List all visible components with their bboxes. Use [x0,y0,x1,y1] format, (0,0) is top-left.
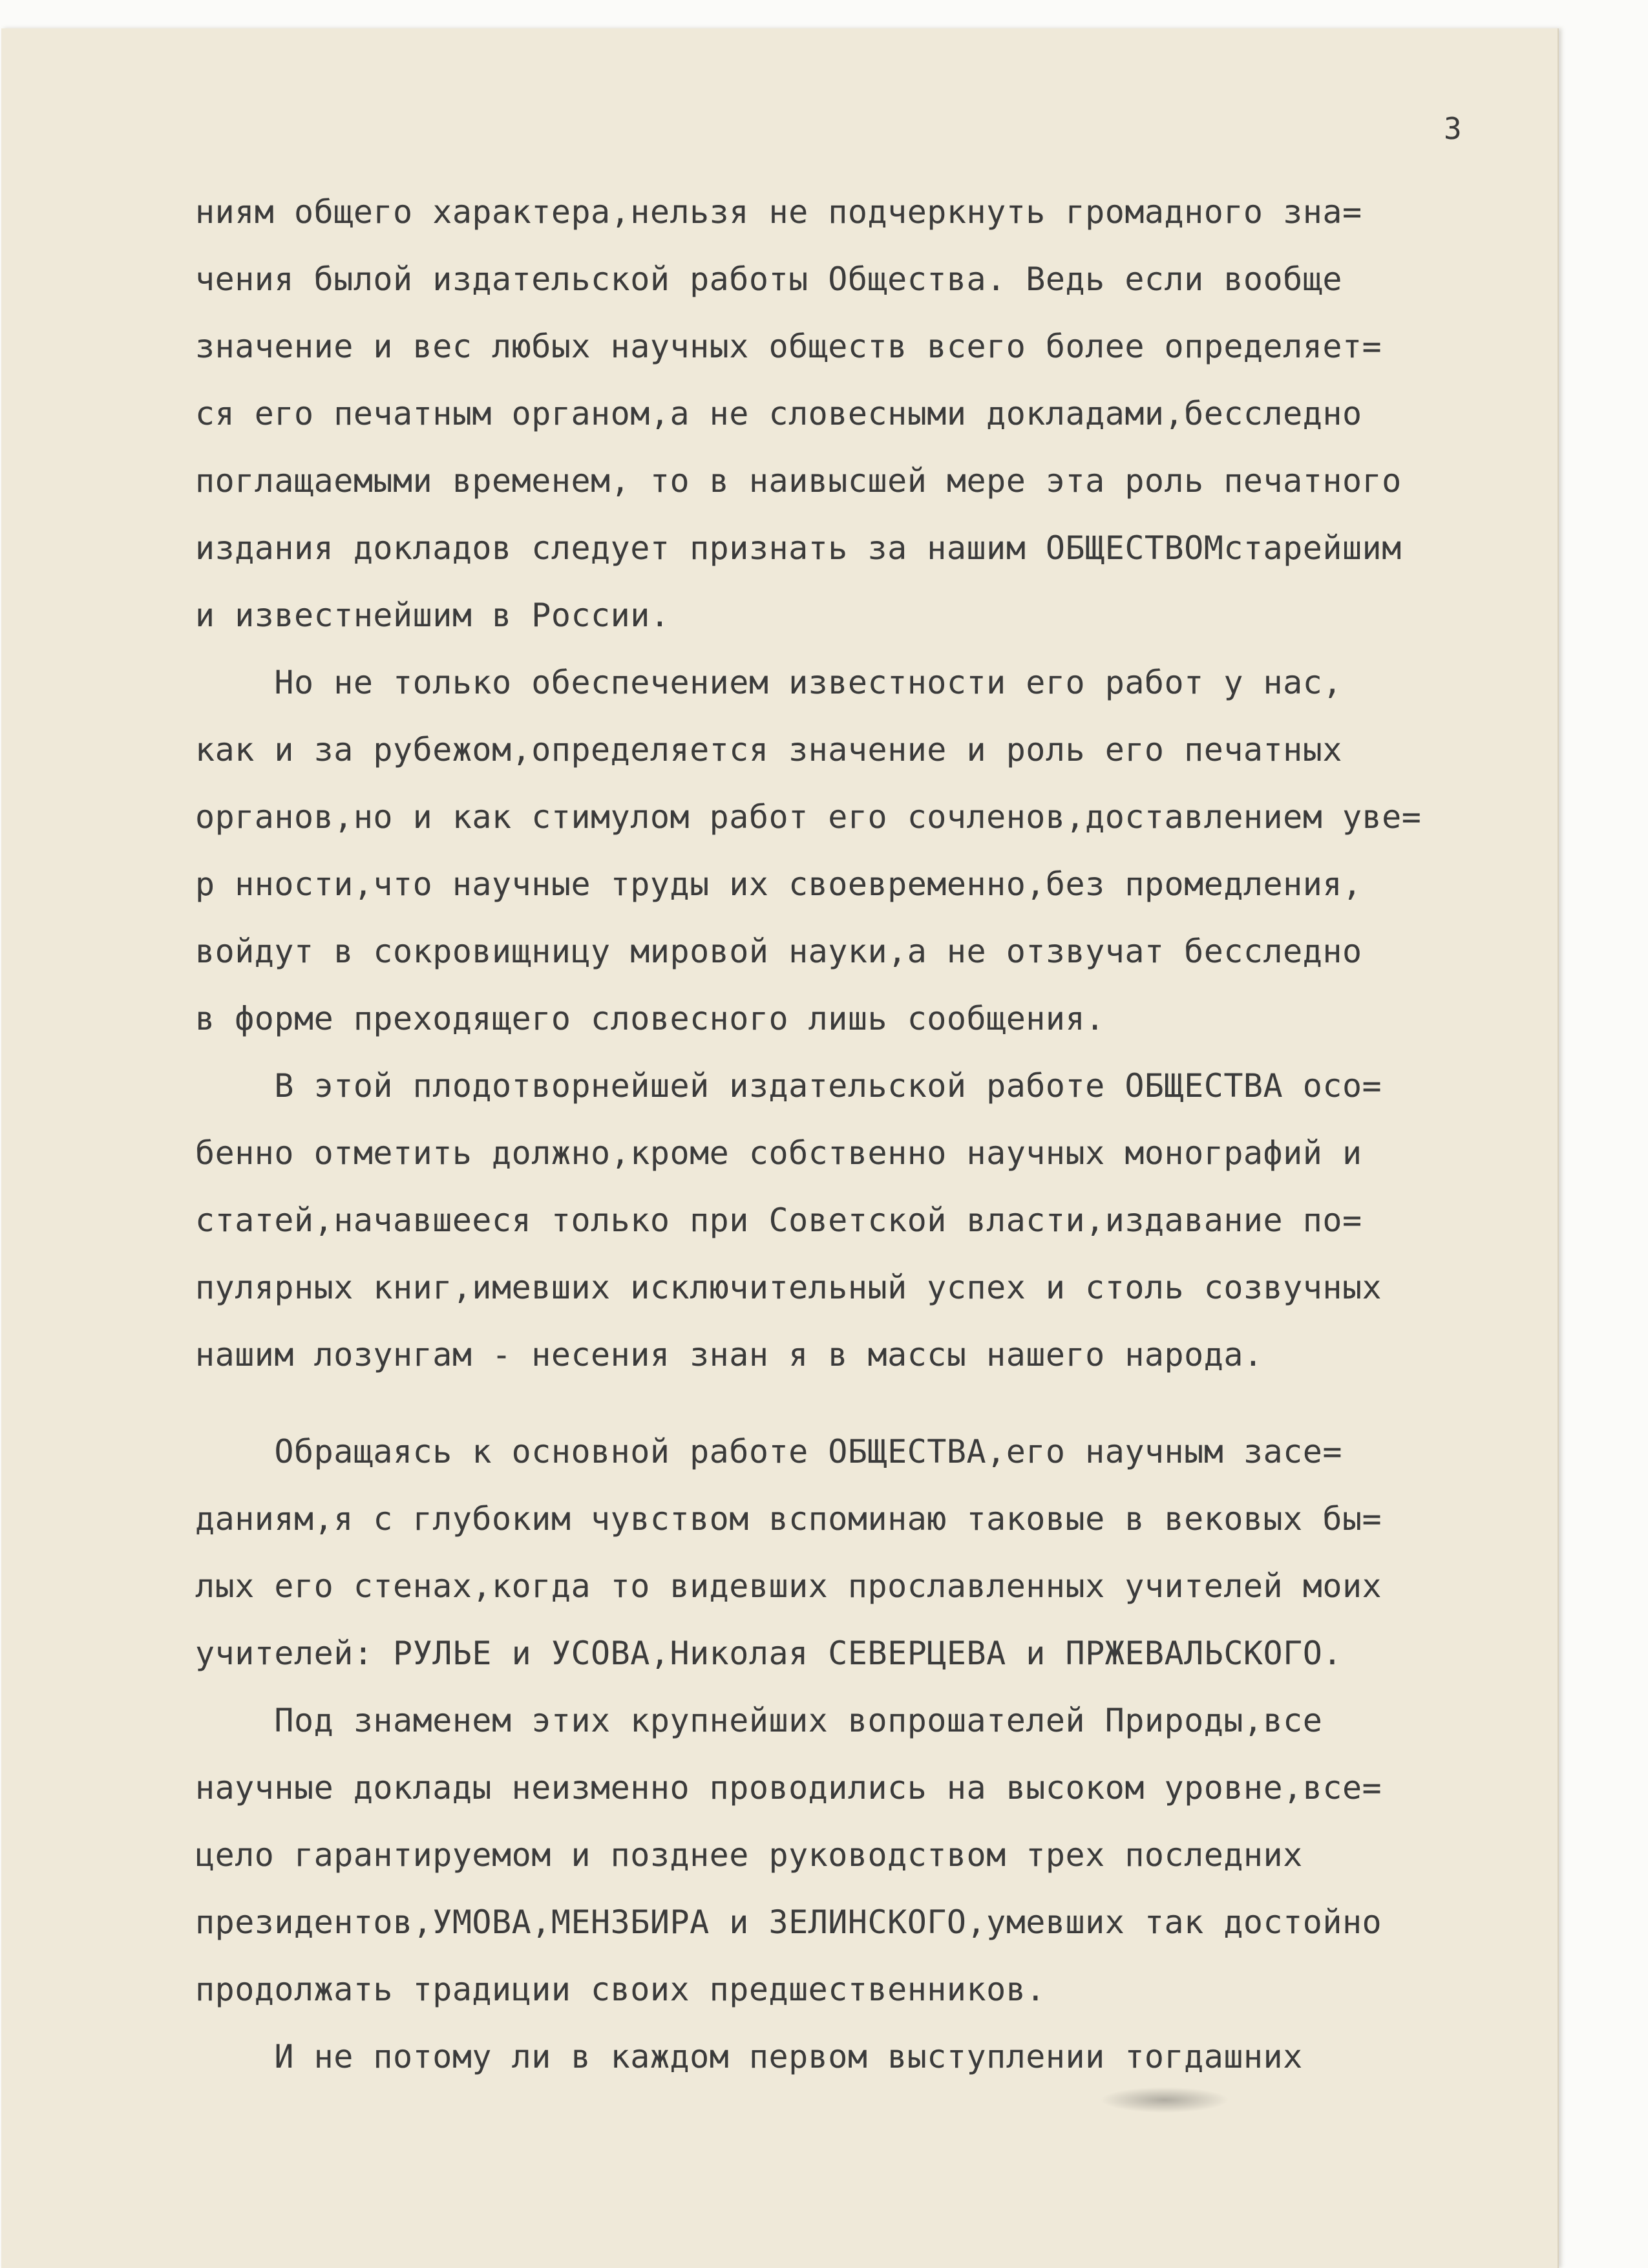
text-line: учителей: РУЛЬЕ и УСОВА,Николая СЕВЕРЦЕВА и ПРЖЕВАЛЬСКОГО. [195,1635,1342,1672]
text-line: продолжать традиции своих предшественников. [195,1971,1046,2008]
text-line: Под знаменем этих крупнейших вопрошателей Природы,все [195,1702,1323,1739]
text-line: статей,начавшееся только при Советской власти,издавание по= [195,1202,1362,1239]
text-line: поглащаемыми временем, то в наивысшей мере эта роль печатного [195,462,1402,500]
text-line: в форме преходящего словесного лишь сообщения. [195,1000,1105,1037]
text-line: Обращаясь к основной работе ОБЩЕСТВА,его научным засе= [195,1433,1342,1470]
text-line: ся его печатным органом,а не словесными докладами,бесследно [195,395,1362,432]
text-line: ниям общего характера,нельзя не подчеркнуть громадного зна= [195,193,1362,231]
page-number: 3 [1444,111,1462,146]
text-line: В этой плодотворнейшей издательской работе ОБЩЕСТВА осо= [195,1067,1382,1105]
text-line: цело гарантируемом и позднее руководством трех последних [195,1836,1303,1874]
text-line: чения былой издательской работы Общества. Ведь если вообще [195,260,1342,298]
text-line: лых его стенах,когда то видевших прославленных учителей моих [195,1567,1382,1605]
text-line: даниям,я с глубоким чувством вспоминаю таковые в вековых бы= [195,1500,1382,1538]
text-line: президентов,УМОВА,МЕНЗБИРА и ЗЕЛИНСКОГО,умевших так достойно [195,1903,1382,1941]
text-line: органов,но и как стимулом работ его сочленов,доставлением уве= [195,798,1422,836]
text-line: издания докладов следует признать за нашим ОБЩЕСТВОМстарейшим [195,529,1402,567]
paper-sheet [1,28,1559,2268]
typed-text [195,178,1527,2090]
text-line: значение и вес любых научных обществ всего более определяет= [195,328,1382,365]
text-line: р нности,что научные труды их своевременно,без промедления, [195,865,1362,903]
text-line: бенно отметить должно,кроме собственно научных монографий и [195,1134,1362,1172]
text-line: и известнейшим в России. [195,597,670,634]
text-line: войдут в сокровищницу мировой науки,а не отзвучат бесследно [195,933,1362,970]
text-line: научные доклады неизменно проводились на высоком уровне,все= [195,1769,1382,1807]
text-line: нашим лозунгам - несения знан я в массы нашего народа. [195,1336,1263,1373]
text-line: И не потому ли в каждом первом выступлении тогдашних [195,2038,1303,2075]
text-line: Но не только обеспечением известности его работ у нас, [195,664,1342,701]
text-line: как и за рубежом,определяется значение и роль его печатных [195,731,1342,768]
text-line: пулярных книг,имевших исключительный успех и столь созвучных [195,1269,1382,1306]
ink-smudge [1100,2087,1229,2113]
